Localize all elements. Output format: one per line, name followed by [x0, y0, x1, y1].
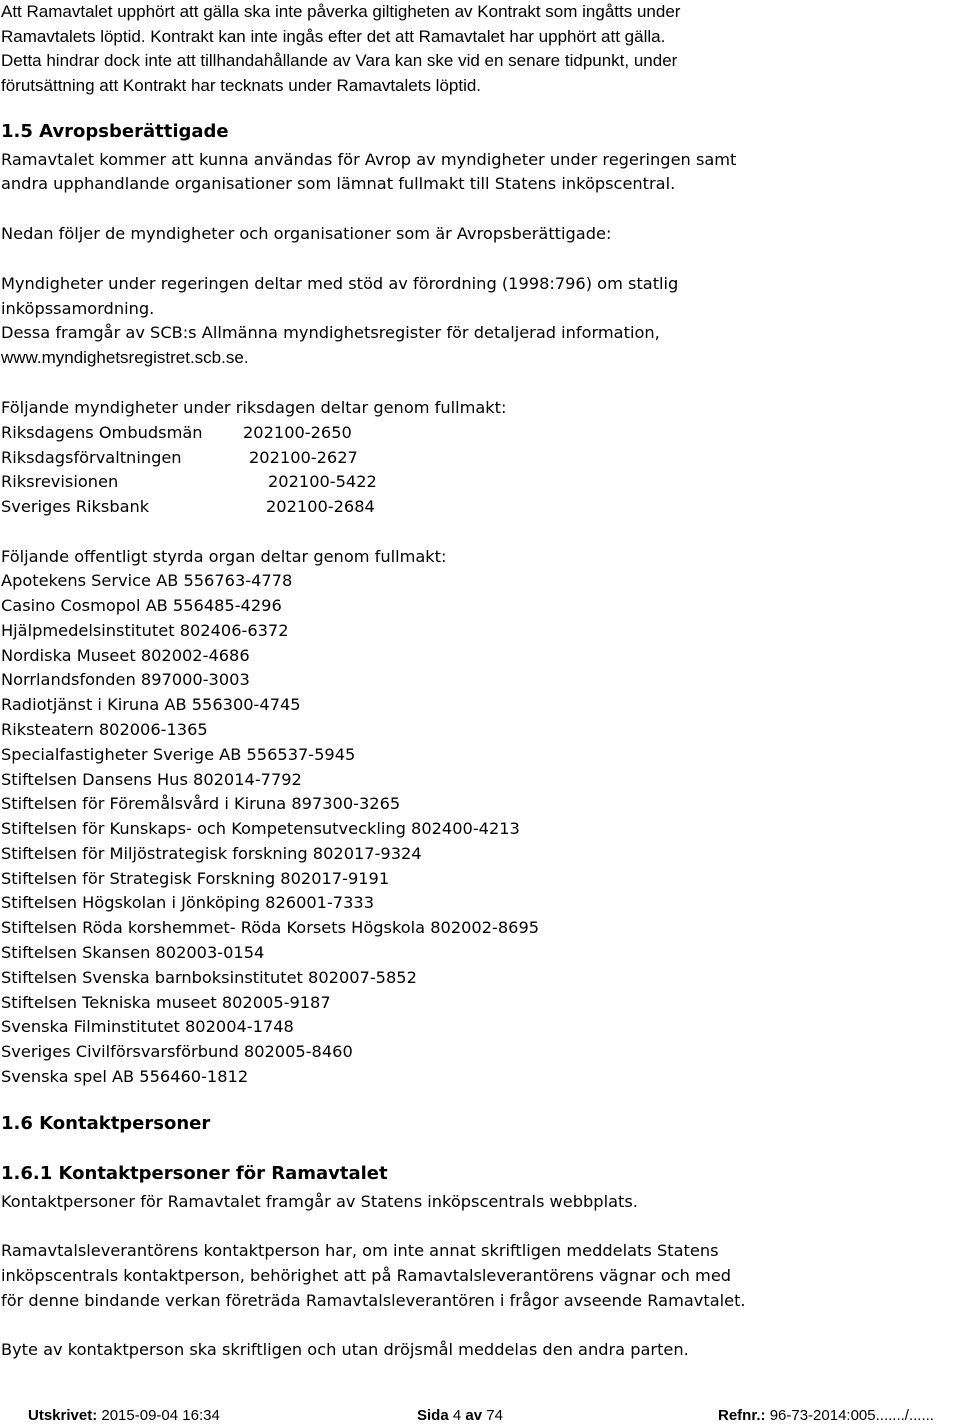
riksdag-name: Riksrevisionen: [1, 472, 119, 491]
organ-item: Stiftelsen för Kunskaps- och Kompetensutveckling 802400-4213: [1, 819, 520, 838]
footer-page-total: 74: [486, 1407, 503, 1424]
organ-item: Norrlandsfonden 897000-3003: [1, 670, 250, 689]
organ-item: Stiftelsen för Strategisk Forskning 802017-9191: [1, 869, 390, 888]
regering-line-1: Myndigheter under regeringen deltar med stöd av förordning (1998:796) om statlig: [1, 274, 679, 293]
footer-ref-label: Refnr.:: [718, 1407, 766, 1424]
kontakt-para-3: Byte av kontaktperson ska skriftligen och utan dröjsmål meddelas den andra parten.: [1, 1340, 689, 1359]
riksdag-name: Riksdagens Ombudsmän: [1, 423, 203, 442]
organ-item: Stiftelsen Röda korshemmet- Röda Korsets Högskola 802002-8695: [1, 918, 540, 937]
organ-item: Stiftelsen Svenska barnboksinstitutet 802007-5852: [1, 968, 417, 987]
kontakt-para-2-line-2: inköpscentrals kontaktperson, behörighet att på Ramavtalsleverantörens vägnar och med: [1, 1266, 732, 1285]
organ-item: Stiftelsen Högskolan i Jönköping 826001-7333: [1, 893, 375, 912]
organs-intro: Följande offentligt styrda organ deltar genom fullmakt:: [1, 547, 447, 566]
section-heading-1-6: 1.6 Kontaktpersoner: [1, 1113, 211, 1134]
intro-line-4: förutsättning att Kontrakt har tecknats under Ramavtalets löptid.: [1, 76, 482, 95]
riksdag-code: 202100-2627: [249, 448, 358, 467]
riksdag-code: 202100-2650: [243, 423, 352, 442]
section-heading-1-5: 1.5 Avropsberättigade: [1, 121, 229, 142]
organ-item: Sveriges Civilförsvarsförbund 802005-8460: [1, 1042, 353, 1061]
riksdag-name: Riksdagsförvaltningen: [1, 448, 182, 467]
intro-line-1: Att Ramavtalet upphört att gälla ska inte påverka giltigheten av Kontrakt som ingåtts under: [1, 2, 681, 21]
organ-item: Radiotjänst i Kiruna AB 556300-4745: [1, 695, 301, 714]
regering-line-3: Dessa framgår av SCB:s Allmänna myndighetsregister för detaljerad information,: [1, 323, 660, 342]
riksdag-name: Sveriges Riksbank: [1, 497, 150, 516]
organ-item: Svenska Filminstitutet 802004-1748: [1, 1017, 294, 1036]
footer-page-number: 4: [452, 1407, 462, 1424]
riksdag-code: 202100-2684: [266, 497, 375, 516]
organ-item: Hjälpmedelsinstitutet 802406-6372: [1, 621, 289, 640]
footer-page: [417, 1407, 503, 1425]
intro-line-3: Detta hindrar dock inte att tillhandahållande av Vara kan ske vid en senare tidpunkt, under: [1, 51, 678, 70]
avrop-para-line-1: Ramavtalet kommer att kunna användas för Avrop av myndigheter under regeringen samt: [1, 150, 737, 169]
regering-line-2: inköpssamordning.: [1, 299, 155, 318]
riksdag-intro: Följande myndigheter under riksdagen deltar genom fullmakt:: [1, 398, 507, 417]
organ-item: Specialfastigheter Sverige AB 556537-5945: [1, 745, 356, 764]
organ-item: Riksteatern 802006-1365: [1, 720, 208, 739]
organ-item: Stiftelsen för Föremålsvård i Kiruna 897300-3265: [1, 794, 401, 813]
organ-item: Nordiska Museet 802002-4686: [1, 646, 250, 665]
kontakt-para-1: Kontaktpersoner för Ramavtalet framgår av Statens inköpscentrals webbplats.: [1, 1192, 638, 1211]
scb-link[interactable]: www.myndighetsregistret.scb.se.: [1, 348, 249, 367]
footer-printed: [28, 1407, 220, 1425]
organ-item: Stiftelsen för Miljöstrategisk forskning 802017-9324: [1, 844, 422, 863]
footer-ref-value: 96-73-2014:005......./......: [769, 1407, 934, 1424]
organ-item: Apotekens Service AB 556763-4778: [1, 571, 293, 590]
following-text: Nedan följer de myndigheter och organisationer som är Avropsberättigade:: [1, 224, 612, 243]
organ-item: Stiftelsen Dansens Hus 802014-7792: [1, 770, 302, 789]
kontakt-para-2-line-1: Ramavtalsleverantörens kontaktperson har, om inte annat skriftligen meddelats Statens: [1, 1241, 719, 1260]
footer-page-of: av: [465, 1407, 483, 1424]
avrop-para-line-2: andra upphandlande organisationer som lämnat fullmakt till Statens inköpscentral.: [1, 174, 676, 193]
section-heading-1-6-1: 1.6.1 Kontaktpersoner för Ramavtalet: [1, 1163, 388, 1184]
footer-printed-label: Utskrivet:: [28, 1407, 98, 1424]
organ-item: Casino Cosmopol AB 556485-4296: [1, 596, 282, 615]
organ-item: Stiftelsen Tekniska museet 802005-9187: [1, 993, 331, 1012]
footer-page-label: Sida: [417, 1407, 449, 1424]
footer-ref: [718, 1407, 934, 1425]
footer-printed-value: 2015-09-04 16:34: [101, 1407, 220, 1424]
organ-item: Svenska spel AB 556460-1812: [1, 1067, 249, 1086]
riksdag-code: 202100-5422: [268, 472, 377, 491]
kontakt-para-2-line-3: för denne bindande verkan företräda Ramavtalsleverantören i frågor avseende Ramavtalet.: [1, 1291, 746, 1310]
intro-line-2: Ramavtalets löptid. Kontrakt kan inte ingås efter det att Ramavtalet har upphört att gälla.: [1, 27, 666, 46]
organ-item: Stiftelsen Skansen 802003-0154: [1, 943, 265, 962]
